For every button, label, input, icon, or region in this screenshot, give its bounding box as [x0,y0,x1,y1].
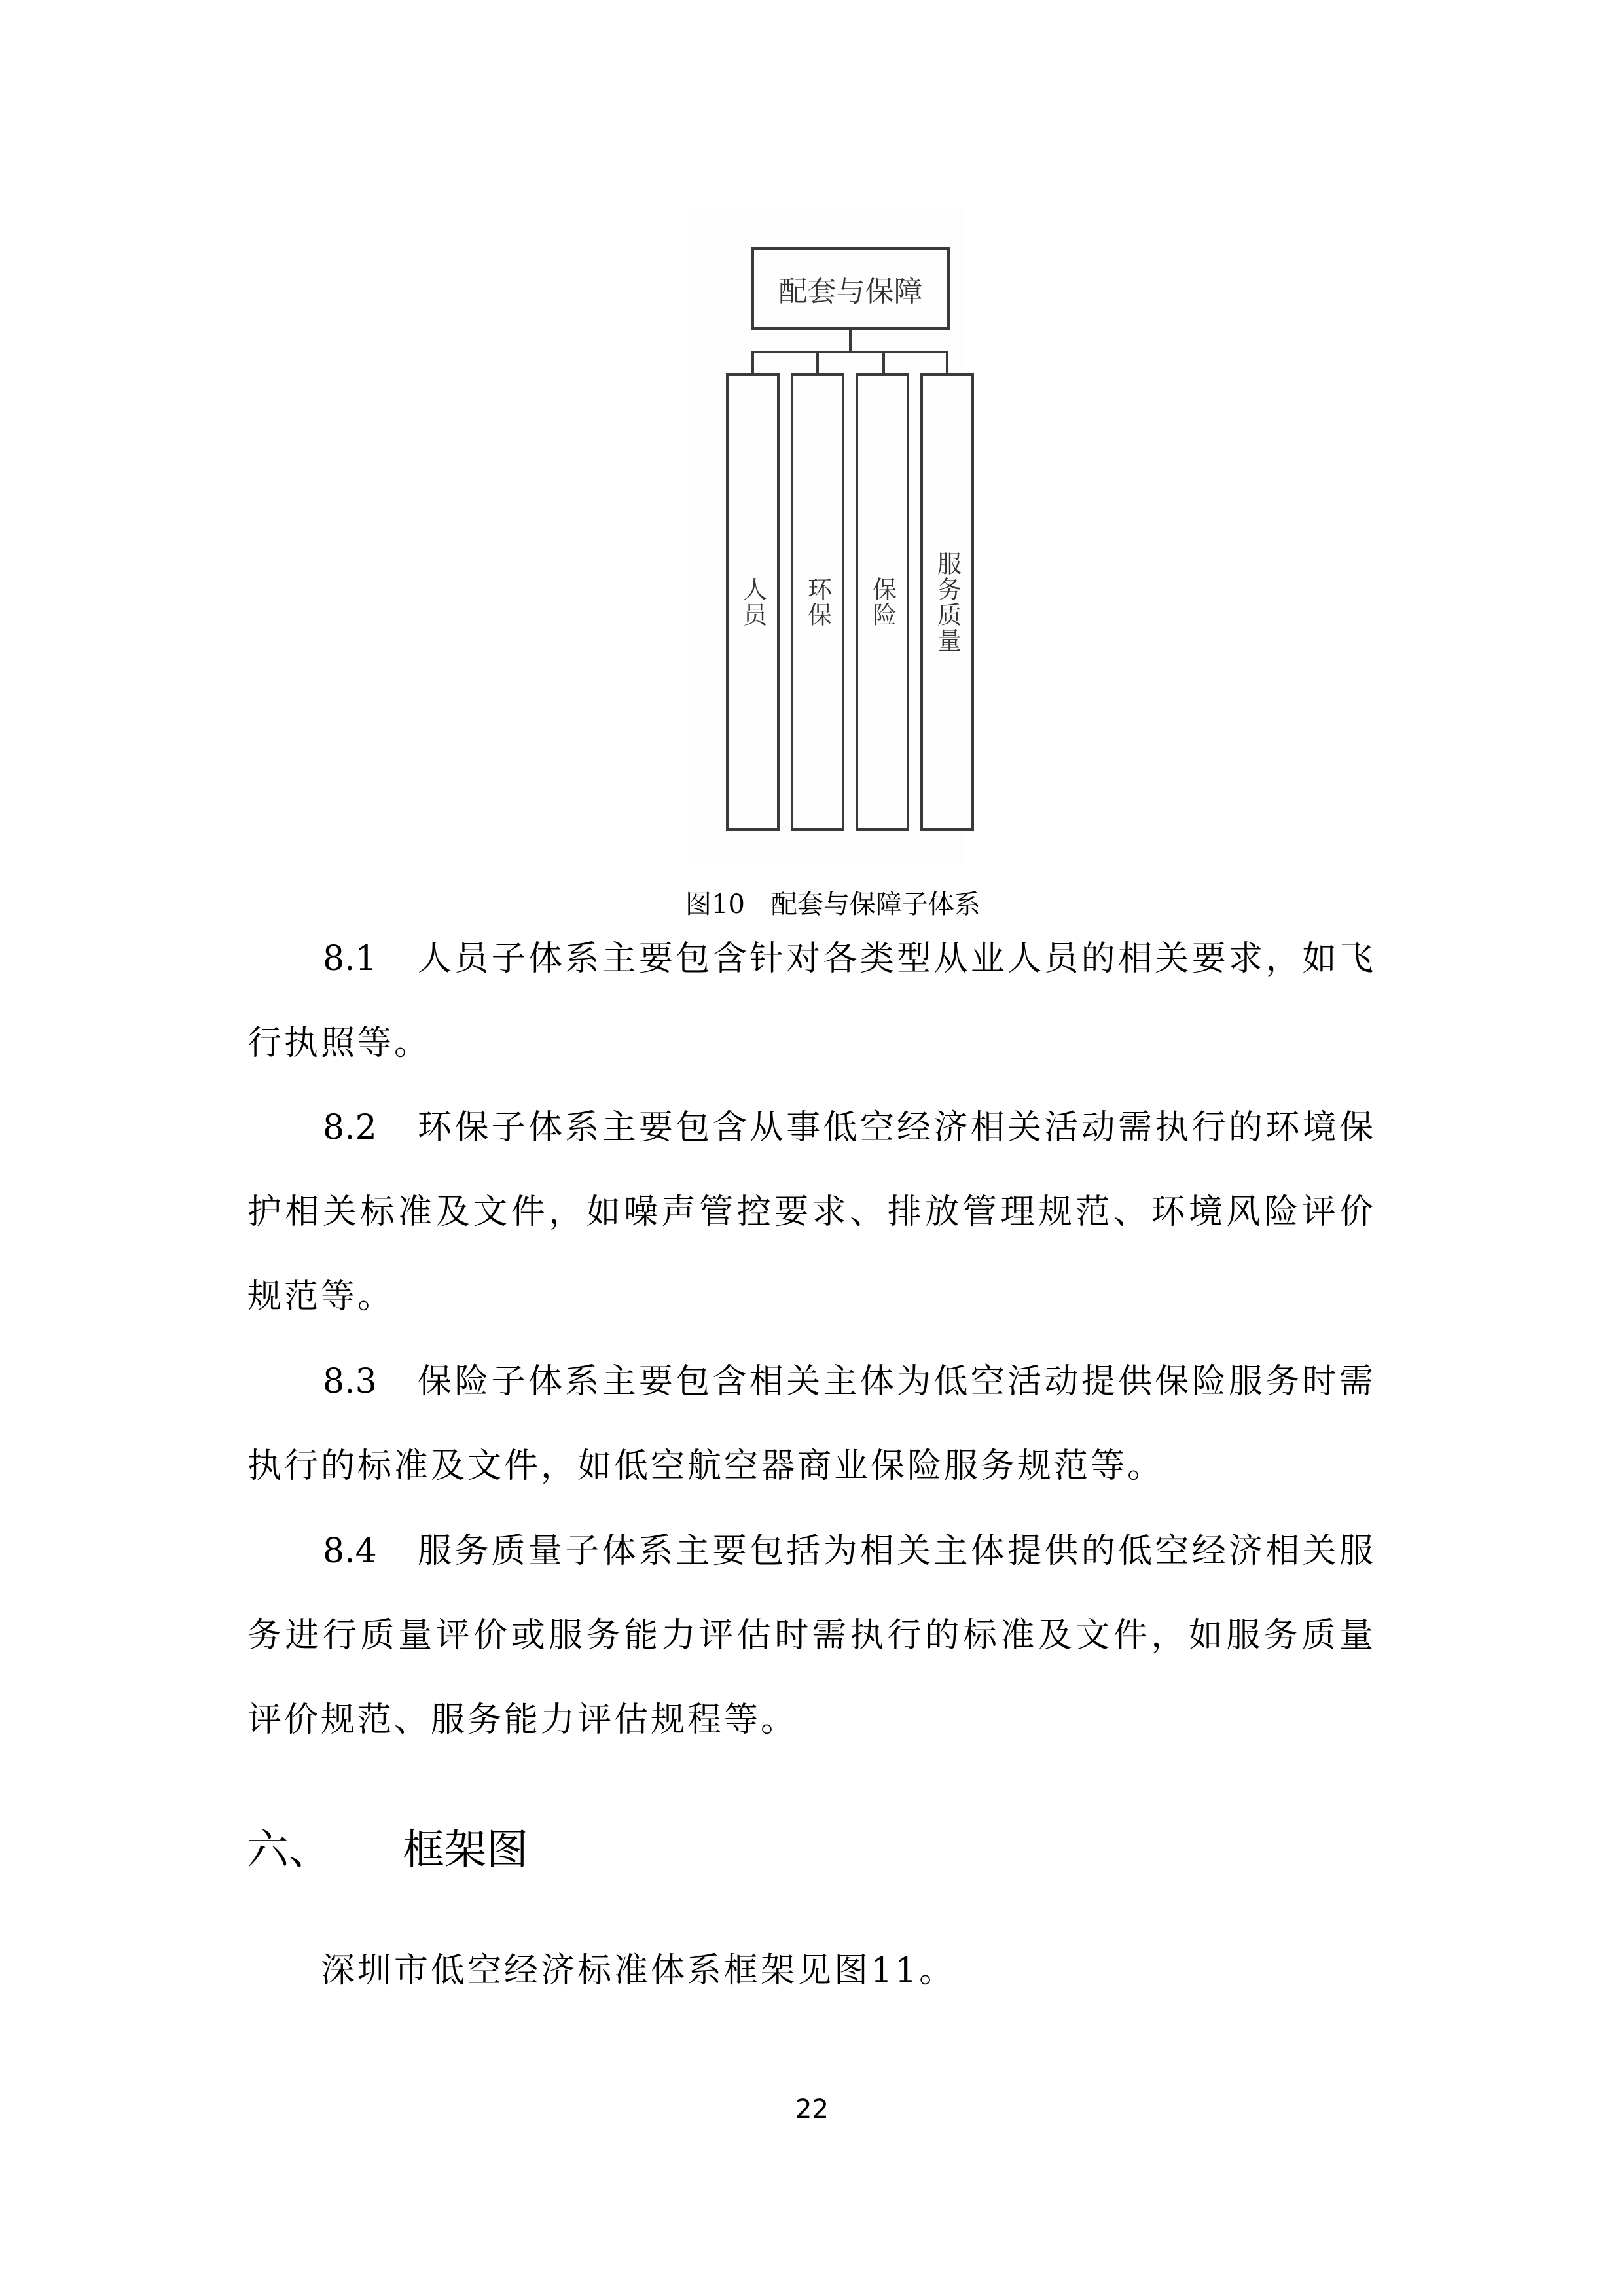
root-node-label: 配套与保障 [778,275,923,308]
caption-number: 图10 [685,889,745,920]
paragraph-number: 8.3 [323,1362,377,1401]
diagram-node-service-quality [920,373,974,831]
paragraph-8-2 [247,1086,1376,1339]
caption-title: 配套与保障子体系 [770,889,981,920]
connector-child-2 [816,351,819,374]
paragraph-text: 环保子体系主要包含从事低空经济相关活动需执行的环境保护相关标准及文件，如噪声管控要求、排放管理规范、环境风险评价规范等。 [247,1108,1376,1316]
section-title: 框架图 [403,1826,528,1874]
section-number: 六、 [247,1826,331,1874]
node-label: 服务质量 [933,550,962,653]
paragraph-8-4 [247,1509,1376,1763]
node-label: 人员 [738,576,767,628]
page-number: 22 [795,2094,829,2125]
paragraph-number: 8.1 [323,939,377,978]
paragraph-text: 人员子体系主要包含针对各类型从业人员的相关要求，如飞行执照等。 [247,939,1376,1063]
paragraph-8-1 [247,917,1376,1086]
paragraph-text: 保险子体系主要包含相关主体为低空活动提供保险服务时需执行的标准及文件，如低空航空器商业保险服务规范等。 [247,1362,1376,1486]
node-label: 保险 [868,576,897,628]
paragraph-number: 8.2 [323,1108,377,1147]
paragraph-number: 8.4 [323,1532,377,1571]
diagram-node-insurance [856,373,909,831]
connector-child-3 [882,351,885,374]
node-label: 环保 [803,576,832,628]
paragraph-8-3 [247,1340,1376,1509]
diagram-node-environmental [791,373,844,831]
section-heading [247,1816,528,1876]
connector-child-4 [946,351,948,374]
connector-child-1 [751,351,754,374]
paragraph-text: 服务质量子体系主要包括为相关主体提供的低空经济相关服务进行质量评价或服务能力评估时需执行的标准及文件，如服务质量评价规范、服务能力评估规程等。 [247,1532,1376,1740]
intro-paragraph: 深圳市低空经济标准体系框架见图11。 [321,1951,956,1990]
figure-caption [685,884,981,921]
connector-horizontal-bar [752,351,948,353]
diagram-node-personnel [726,373,780,831]
connector-root-stem [849,329,852,353]
diagram-root-node [751,247,950,330]
